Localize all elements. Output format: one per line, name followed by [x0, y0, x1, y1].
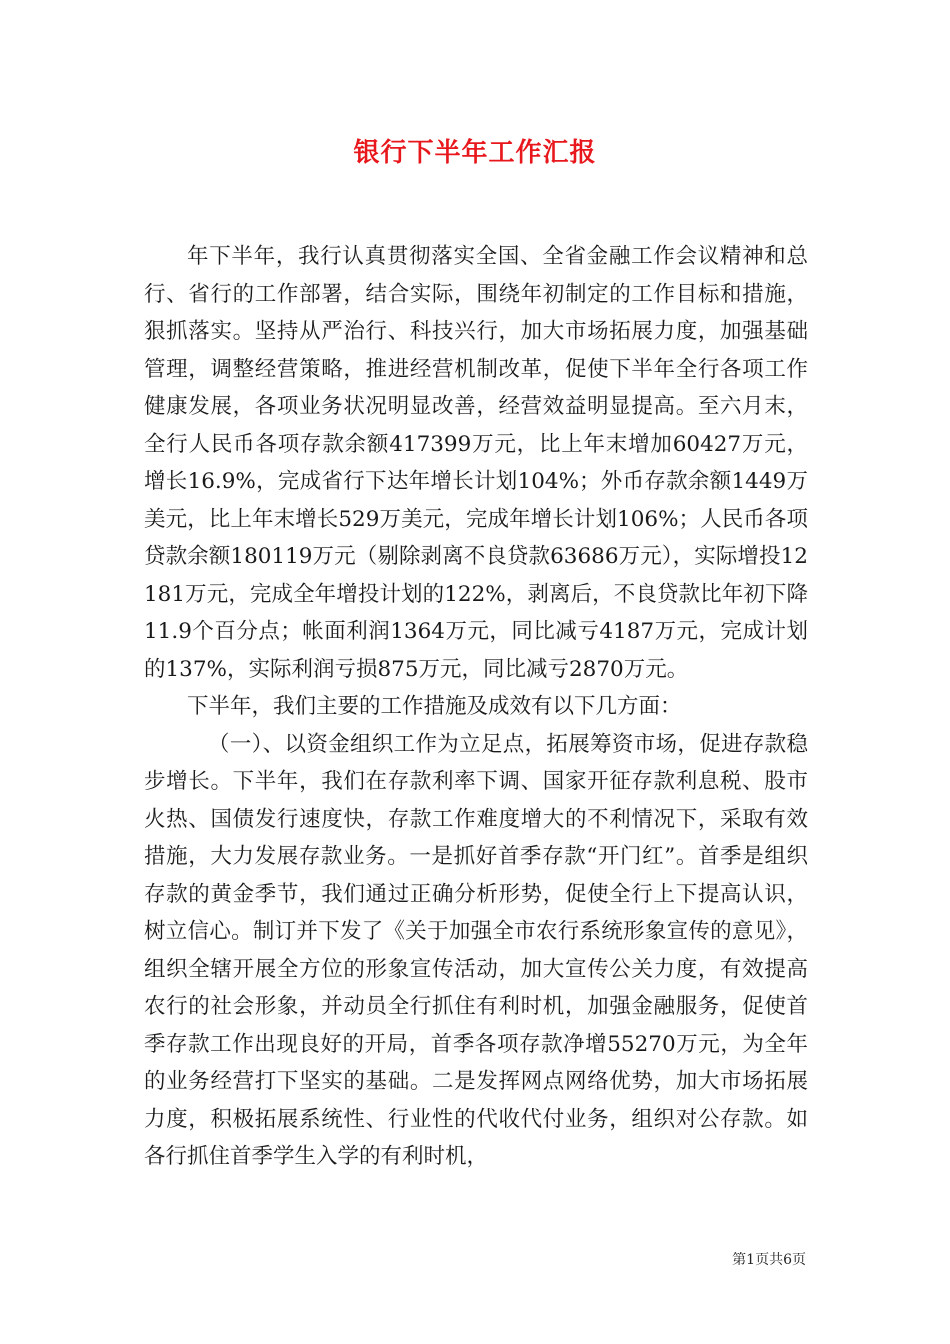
document-body: [144, 238, 808, 1176]
document-title: 银行下半年工作汇报: [353, 138, 597, 168]
page-number: 第1页共6页: [732, 1252, 806, 1268]
paragraph-intro: 下半年，我们主要的工作措施及成效有以下几方面：: [187, 694, 682, 719]
paragraph-summary: 年下半年，我行认真贯彻落实全国、全省金融工作会议精神和总行、省行的工作部署，结合实际，围绕年初制定的工作目标和措施，狠抓落实。坚持从严治行、科技兴行，加大市场拓展力度，加强基础管理，调整经营策略，推进经营机制改革，促使下半年全行各项工作健康发展，各项业务状况明显改善，经营效益明显提高。至六月末，全行人民币各项存款余额417399万元，比上年末增加60427万元，增长16.9%，完成省行下达年增长计划104%；外币存款余额1449万美元，比上年末增长529万美元，完成年增长计划106%；人民币各项贷款余额180119万元（剔除剥离不良贷款63686万元），实际增投12181万元，完成全年增投计划的122%，剥离后，不良贷款比年初下降11.9个百分点；帐面利润1364万元，同比减亏4187万元，完成计划的137%，实际利润亏损875万元，同比减亏2870万元。: [144, 244, 808, 682]
paragraph-section-one: （一）、以资金组织工作为立足点，拓展筹资市场，促进存款稳步增长。下半年，我们在存款利率下调、国家开征存款利息税、股市火热、国债发行速度快，存款工作难度增大的不利情况下，采取有效措施，大力发展存款业务。一是抓好首季存款“开门红”。首季是组织存款的黄金季节，我们通过正确分析形势，促使全行上下提高认识，树立信心。制订并下发了《关于加强全市农行系统形象宣传的意见》，组织全辖开展全方位的形象宣传活动，加大宣传公关力度，有效提高农行的社会形象，并动员全行抓住有利时机，加强金融服务，促使首季存款工作出现良好的开局，首季各项存款净增55270万元，为全年的业务经营打下坚实的基础。二是发挥网点网络优势，加大市场拓展力度，积极拓展系统性、行业性的代收代付业务，组织对公存款。如各行抓住首季学生入学的有利时机，: [144, 731, 808, 1169]
